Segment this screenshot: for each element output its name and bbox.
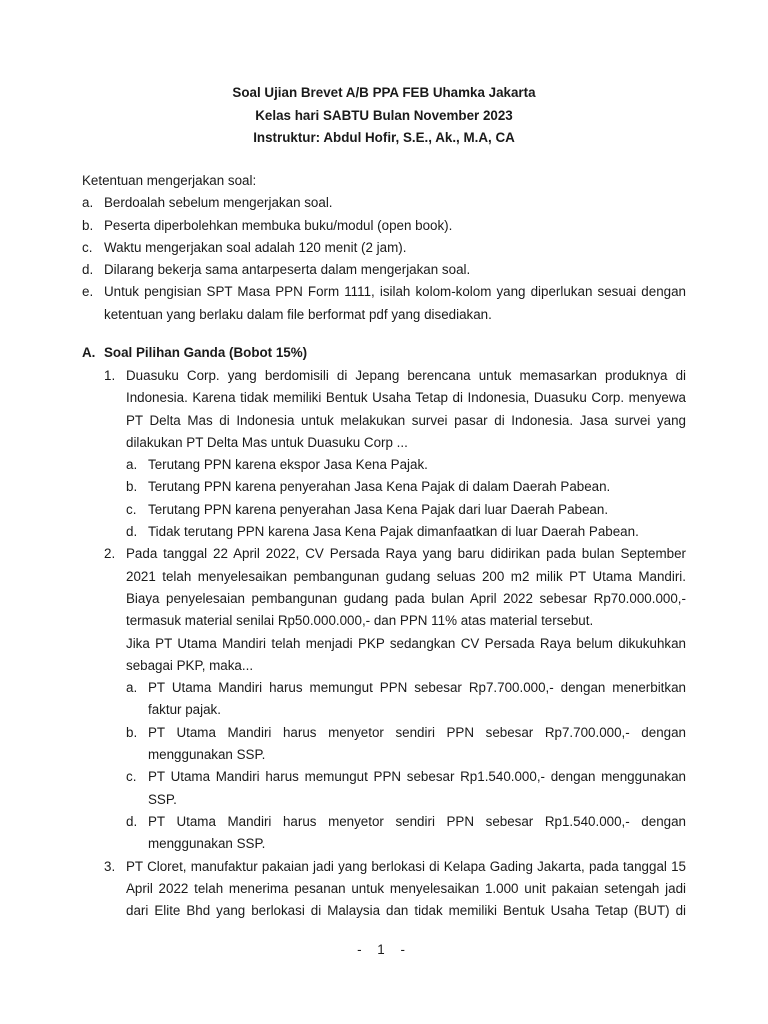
answer-option — [126, 677, 686, 722]
text-line: Untuk pengisian SPT Masa PPN Form 1111, isilah kolom-kolom yang diperlukan sesuai dengan — [104, 284, 686, 300]
rule-letter: d. — [82, 262, 94, 278]
option-text — [148, 476, 686, 498]
answer-option — [126, 454, 686, 476]
question-number: 3. — [104, 858, 116, 874]
option-text — [148, 499, 686, 521]
rule-text — [104, 281, 686, 326]
question-item — [104, 365, 686, 543]
text-line: PT Utama Mandiri harus memungut PPN sebesar Rp7.700.000,- dengan menerbitkan — [148, 680, 686, 696]
option-letter: d. — [126, 813, 138, 829]
header-line: Soal Ujian Brevet A/B PPA FEB Uhamka Jakarta — [232, 85, 536, 100]
option-text — [148, 722, 686, 767]
text-line: April 2022 telah menerima pesanan untuk menyelesaikan 1.000 unit pakaian setengah jadi — [126, 880, 686, 896]
option-text — [148, 811, 686, 856]
text-line: Terutang PPN karena penyerahan Jasa Kena Pajak di dalam Daerah Pabean. — [148, 479, 611, 495]
option-text — [148, 677, 686, 722]
question-paragraph — [126, 633, 686, 678]
text-line: PT Utama Mandiri harus menyetor sendiri PPN sebesar Rp1.540.000,- dengan — [148, 813, 686, 829]
text-line: Jika PT Utama Mandiri telah menjadi PKP sedangkan CV Persada Raya belum dikukuhkan — [126, 635, 686, 651]
rule-letter: e. — [82, 284, 94, 300]
text-line: Duasuku Corp. yang berdomisili di Jepang berencana untuk memasarkan produknya di — [126, 368, 686, 383]
rule-item — [82, 192, 686, 214]
rule-item — [82, 215, 686, 237]
text-line: PT Utama Mandiri harus menyetor sendiri PPN sebesar Rp7.700.000,- dengan — [148, 724, 686, 740]
rule-text — [104, 237, 686, 259]
text-line: Waktu mengerjakan soal adalah 120 menit (2 jam). — [104, 239, 407, 255]
text-line: dari Elite Bhd yang berlokasi di Malaysia dan tidak memiliki Bentuk Usaha Tetap (BUT) di — [126, 903, 686, 919]
exam-rules — [82, 170, 686, 326]
text-line: PT Utama Mandiri harus memungut PPN sebesar Rp1.540.000,- dengan menggunakan — [148, 769, 686, 785]
option-text — [148, 766, 686, 811]
text-line: PT Cloret, manufaktur pakaian jadi yang berlokasi di Kelapa Gading Jakarta, pada tanggal 15 — [126, 858, 686, 874]
option-letter: d. — [126, 524, 138, 540]
question-body — [126, 365, 686, 543]
option-letter: c. — [126, 501, 137, 517]
page-number: - 1 - — [357, 942, 411, 957]
option-letter: a. — [126, 457, 138, 473]
option-letter: c. — [126, 769, 137, 785]
text-line: Biaya penyelesaian pembangunan gudang pada bulan April 2022 sebesar Rp70.000.000,- — [126, 590, 686, 606]
answer-option — [126, 476, 686, 498]
question-body — [126, 856, 686, 923]
text-line: Peserta diperbolehkan membuka buku/modul (open book). — [104, 217, 453, 233]
section-title: Soal Pilihan Ganda (Bobot 15%) — [104, 345, 308, 360]
question-paragraph — [126, 856, 686, 923]
option-letter: b. — [126, 479, 138, 495]
text-line: sebagai PKP, maka... — [126, 657, 254, 673]
text-line: SSP. — [148, 791, 177, 807]
question-paragraph — [126, 543, 686, 632]
rule-text — [104, 215, 686, 237]
rule-item — [82, 237, 686, 259]
question-list — [104, 365, 686, 922]
question-body — [126, 543, 686, 855]
text-line: Berdoalah sebelum mengerjakan soal. — [104, 195, 333, 211]
question-number: 2. — [104, 546, 116, 562]
rule-text — [104, 192, 686, 214]
text-line: dilakukan PT Delta Mas untuk Duasuku Corp ... — [126, 434, 408, 450]
question-paragraph — [126, 365, 686, 454]
text-line: Terutang PPN karena ekspor Jasa Kena Pajak. — [148, 457, 428, 473]
answer-option — [126, 499, 686, 521]
text-line: menggunakan SSP. — [148, 747, 266, 763]
rule-letter: b. — [82, 217, 94, 233]
question-item — [104, 856, 686, 923]
option-letter: a. — [126, 680, 138, 696]
text-line: Terutang PPN karena penyerahan Jasa Kena Pajak dari luar Daerah Pabean. — [148, 501, 609, 517]
text-line: PT Delta Mas di Indonesia untuk melakukan survei pasar di Indonesia. Jasa survei yang — [126, 412, 686, 428]
text-line: 2021 telah menyelesaikan pembangunan gudang seluas 200 m2 milik PT Utama Mandiri. — [126, 568, 686, 584]
answer-option — [126, 521, 686, 543]
text-line: termasuk material senilai Rp50.000.000,- dan PPN 11% atas material tersebut. — [126, 613, 594, 629]
text-line: faktur pajak. — [148, 702, 221, 718]
header-line: Instruktur: Abdul Hofir, S.E., Ak., M.A, CA — [253, 130, 515, 145]
option-text — [148, 454, 686, 476]
text-line: Tidak terutang PPN karena Jasa Kena Pajak dimanfaatkan di luar Daerah Pabean. — [148, 524, 639, 540]
option-letter: b. — [126, 724, 138, 740]
section-letter: A. — [82, 345, 96, 360]
text-line: ketentuan yang berlaku dalam file berformat pdf yang disediakan. — [104, 306, 492, 322]
text-line: Pada tanggal 22 April 2022, CV Persada Raya yang baru didirikan pada bulan September — [126, 546, 686, 562]
answer-option — [126, 766, 686, 811]
answer-option — [126, 722, 686, 767]
question-item — [104, 543, 686, 855]
text-line: menggunakan SSP. — [148, 836, 266, 852]
section-a-heading — [82, 342, 686, 364]
rule-item — [82, 281, 686, 326]
rule-item — [82, 259, 686, 281]
document-header — [0, 82, 768, 150]
header-line: Kelas hari SABTU Bulan November 2023 — [255, 107, 513, 123]
rule-text — [104, 259, 686, 281]
rule-letter: a. — [82, 195, 94, 211]
rule-letter: c. — [82, 239, 93, 255]
text-line: Indonesia. Karena tidak memiliki Bentuk Usaha Tetap di Indonesia, Duasuku Corp. menyewa — [126, 390, 686, 406]
text-line: Dilarang bekerja sama antarpeserta dalam mengerjakan soal. — [104, 262, 471, 278]
question-number: 1. — [104, 368, 116, 383]
rules-intro: Ketentuan mengerjakan soal: — [82, 173, 257, 188]
answer-option — [126, 811, 686, 856]
option-text — [148, 521, 686, 543]
